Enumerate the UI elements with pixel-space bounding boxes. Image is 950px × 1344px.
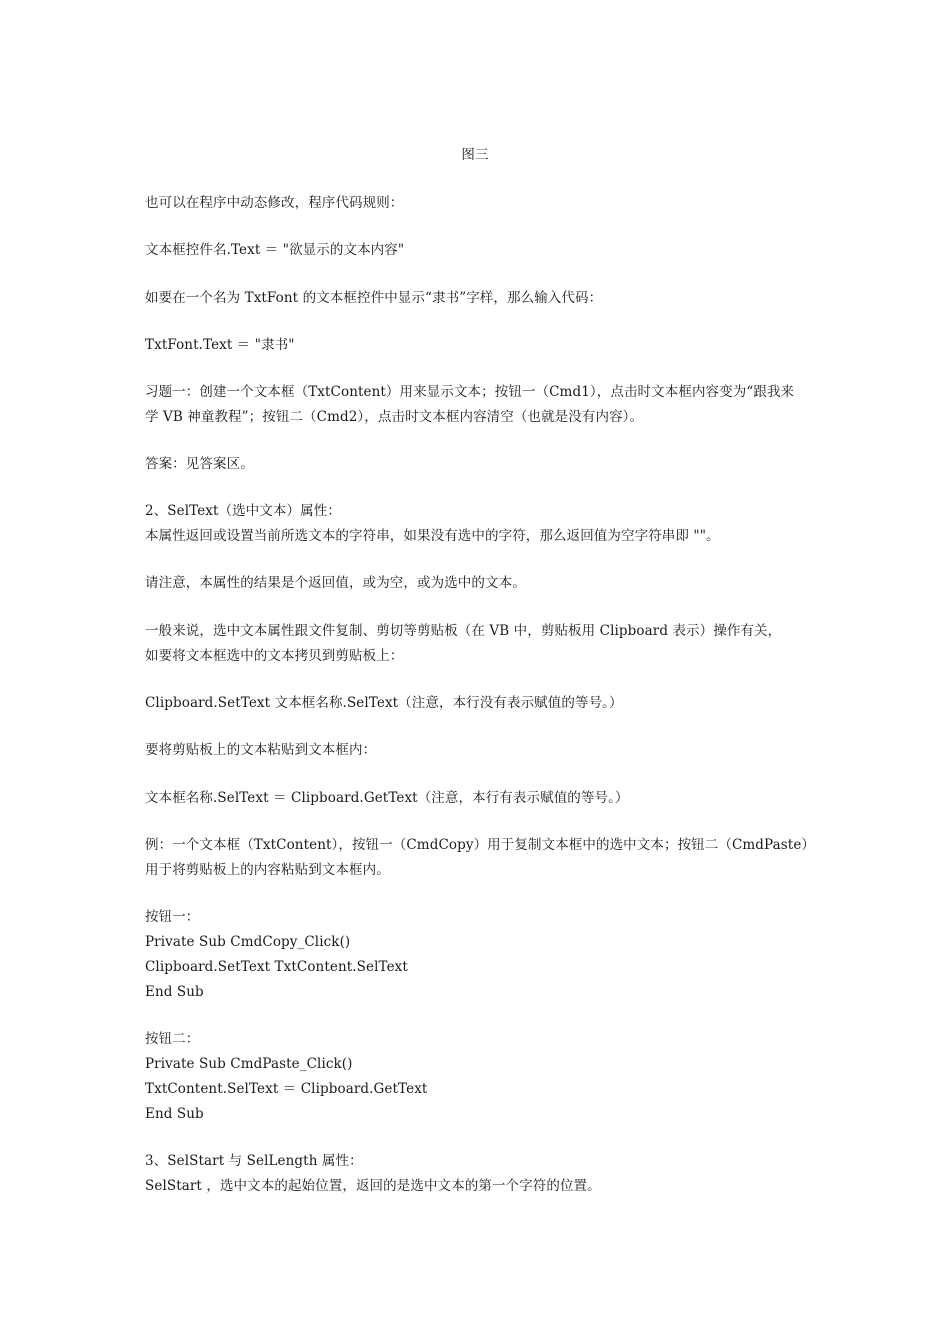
figure-caption: 图三: [461, 147, 489, 163]
paragraph: 请注意，本属性的结果是个返回值，或为空，或为选中的文本。: [145, 575, 526, 591]
code-line: Private Sub CmdCopy_Click(): [145, 934, 351, 950]
code-line: TxtContent.SelText ＝ Clipboard.GetText: [145, 1081, 428, 1097]
code-line: 文本框控件名.Text ＝ "欲显示的文本内容": [145, 242, 405, 258]
paragraph: 本属性返回或设置当前所选文本的字符串，如果没有选中的字符，那么返回值为空字符串即 ""。: [145, 528, 720, 544]
code-line: End Sub: [145, 984, 204, 1000]
paragraph: 要将剪贴板上的文本粘贴到文本框内：: [145, 742, 377, 758]
button-label: 按钮二：: [145, 1031, 200, 1047]
code-line: 文本框名称.SelText ＝ Clipboard.GetText（注意，本行有表示赋值的等号。）: [145, 790, 629, 806]
paragraph: SelStart ，选中文本的起始位置，返回的是选中文本的第一个字符的位置。: [145, 1178, 601, 1194]
section-heading: 3、SelStart 与 SelLength 属性：: [145, 1153, 363, 1169]
paragraph-line: 一般来说，选中文本属性跟文件复制、剪切等剪贴板（在 VB 中，剪贴板用 Clipboard 表示）操作有关，: [145, 623, 782, 639]
section-heading: 2、SelText（选中文本）属性：: [145, 503, 341, 519]
exercise-line: 习题一：创建一个文本框（TxtContent）用来显示文本；按钮一（Cmd1），点击时文本框内容变为“跟我来: [145, 384, 795, 400]
code-line: TxtFont.Text ＝ "隶书": [145, 337, 295, 353]
paragraph-line: 例：一个文本框（TxtContent），按钮一（CmdCopy）用于复制文本框中的选中文本；按钮二（CmdPaste）: [145, 837, 816, 853]
button-label: 按钮一：: [145, 909, 200, 925]
code-line: Clipboard.SetText TxtContent.SelText: [145, 959, 408, 975]
code-line: Clipboard.SetText 文本框名称.SelText（注意，本行没有表示赋值的等号。）: [145, 695, 623, 711]
paragraph: 如要在一个名为 TxtFont 的文本框控件中显示“隶书”字样，那么输入代码：: [145, 290, 603, 306]
paragraph-line: 用于将剪贴板上的内容粘贴到文本框内。: [145, 862, 390, 878]
paragraph: 也可以在程序中动态修改，程序代码规则：: [145, 195, 404, 211]
exercise-line: 学 VB 神童教程”；按钮二（Cmd2），点击时文本框内容清空（也就是没有内容）。: [145, 409, 644, 425]
code-line: End Sub: [145, 1106, 204, 1122]
code-line: Private Sub CmdPaste_Click(): [145, 1056, 353, 1072]
paragraph-line: 如要将文本框选中的文本拷贝到剪贴板上：: [145, 648, 404, 664]
answer-line: 答案：见答案区。: [145, 456, 254, 472]
